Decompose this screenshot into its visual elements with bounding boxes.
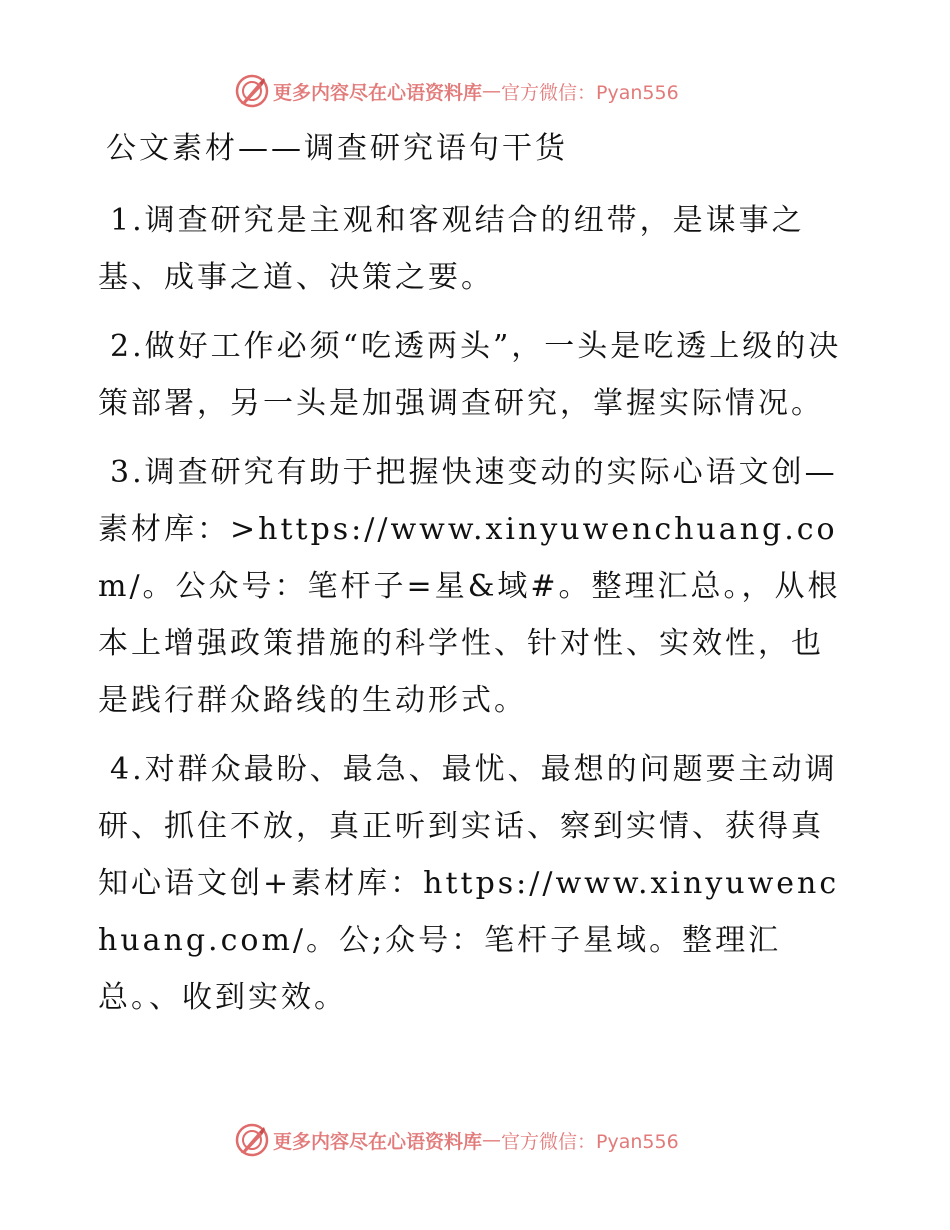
paragraph-1: 1.调查研究是主观和客观结合的纽带，是谋事之基、成事之道、决策之要。 [98,203,805,295]
watermark-dash: — [482,80,502,102]
paragraph-4: 4.对群众最盼、最急、最忧、最想的问题要主动调研、抓住不放，真正听到实话、察到实情、获得真知心语文创+素材库：https://www.xinyuwenchuang.com/。公;众号：笔杆子星域。整理汇总。、收到实效。 [98,752,840,1015]
quill-logo-icon [235,1123,269,1157]
paragraph-3: 3.调查研究有助于把握快速变动的实际心语文创—素材库：>https://www.xinyuwenchuang.com/。公众号：笔杆子=星&域#。整理汇总。，从根本上增强政策措施的科学性、针对性、实效性，也是践行群众路线的生动形式。 [98,455,841,718]
quill-logo-icon [235,74,269,108]
header-watermark [235,74,679,108]
watermark-dash: — [482,1129,502,1151]
watermark-handle: 官方微信：Pyan556 [501,81,679,104]
document-body [98,124,850,1026]
paragraph-2: 2.做好工作必须“吃透两头”，一头是吃透上级的决策部署，另一头是加强调查研究，掌握实际情况。 [98,329,842,421]
watermark-text: 更多内容尽在心语资料库 [273,81,483,104]
watermark-handle: 官方微信：Pyan556 [501,1130,679,1153]
footer-watermark [235,1123,679,1157]
watermark-text: 更多内容尽在心语资料库 [273,1130,483,1153]
document-title: 公文素材——调查研究语句干货 [106,131,568,166]
